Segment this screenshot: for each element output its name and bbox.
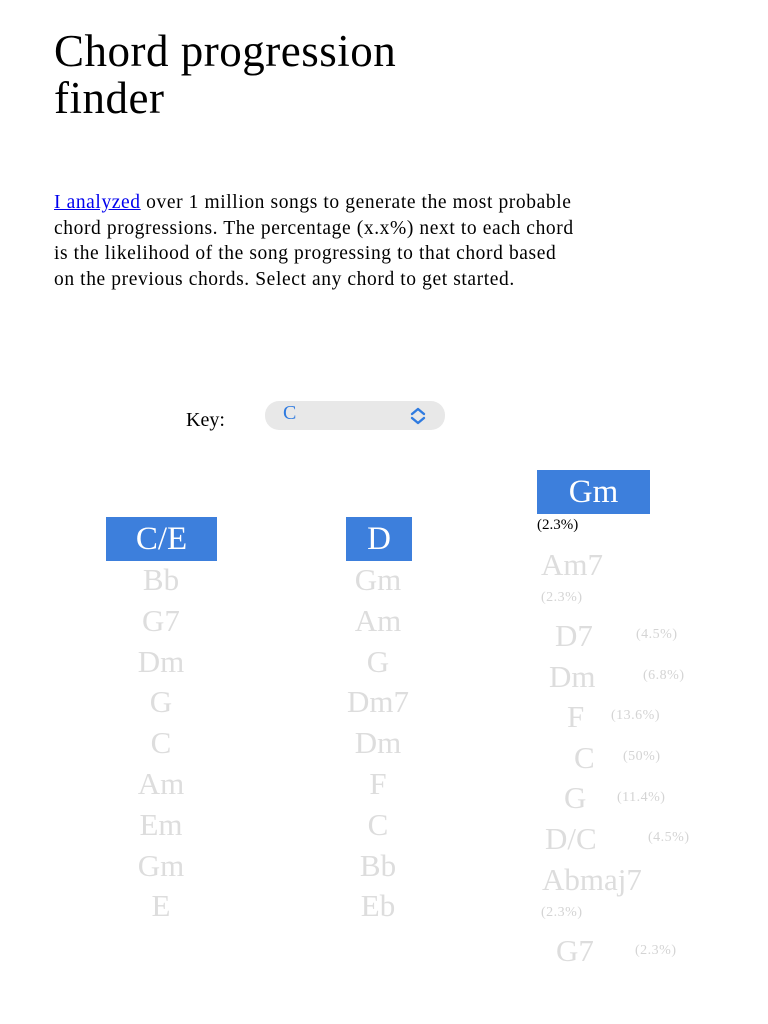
chord-option[interactable]: Eb: [360, 888, 396, 924]
key-label: Key:: [186, 409, 225, 431]
chord-option[interactable]: Am7: [541, 547, 603, 582]
chord-option[interactable]: Em: [139, 806, 183, 842]
chord-option[interactable]: Bb: [142, 562, 180, 597]
chord-option[interactable]: Dm: [137, 643, 185, 679]
chord-option[interactable]: E: [151, 888, 171, 924]
page-title: Chord progression finder: [54, 26, 397, 123]
key-value: C: [283, 402, 297, 424]
chord-probability: (4.5%): [648, 830, 690, 845]
chord-option[interactable]: Am: [137, 766, 185, 801]
selected-chord-col2[interactable]: D: [346, 517, 412, 561]
chord-probability: (2.3%): [541, 905, 583, 920]
chord-option[interactable]: D7: [555, 618, 593, 653]
chord-option[interactable]: Am: [354, 602, 402, 638]
chord-option[interactable]: Dm: [549, 659, 596, 694]
selected-chord-col3[interactable]: Gm: [537, 470, 650, 514]
chord-option[interactable]: Dm: [354, 725, 402, 761]
chord-option[interactable]: G7: [142, 602, 180, 638]
select-arrows-icon: [408, 406, 428, 426]
chord-probability: (11.4%): [617, 790, 666, 805]
chord-option[interactable]: Dm7: [347, 684, 409, 720]
chord-option[interactable]: Gm: [354, 562, 402, 597]
analysis-link[interactable]: I analyzed: [54, 192, 141, 213]
chord-option[interactable]: Gm: [137, 847, 185, 883]
chord-option[interactable]: G: [564, 780, 587, 815]
chord-probability: (2.3%): [541, 590, 583, 605]
chord-option[interactable]: C: [367, 806, 389, 842]
chord-probability: (6.8%): [643, 668, 685, 683]
chord-probability: (50%): [623, 749, 661, 764]
chord-option[interactable]: G: [149, 684, 173, 720]
chord-probability: (2.3%): [635, 943, 677, 958]
chord-option[interactable]: C: [574, 740, 595, 775]
selected-chord-col3-pct: (2.3%): [537, 517, 579, 533]
chord-option[interactable]: Bb: [359, 847, 397, 883]
selected-chord-col1[interactable]: C/E: [106, 517, 217, 561]
intro-paragraph: [54, 190, 574, 292]
chord-option[interactable]: F: [369, 766, 387, 801]
chord-probability: (13.6%): [611, 708, 660, 723]
chord-option[interactable]: G: [366, 643, 390, 679]
chord-option[interactable]: Abmaj7: [542, 862, 642, 897]
key-select[interactable]: [265, 401, 445, 430]
chord-option[interactable]: D/C: [545, 821, 597, 856]
chord-option[interactable]: F: [567, 699, 585, 734]
chord-option[interactable]: G7: [556, 933, 594, 968]
intro-text: over 1 million songs to generate the most probable chord progressions. The percentage (x.x%) next to each chord is the likelihood of the song progressing to that chord based on the previous chords. Select any chord to get started.: [54, 192, 574, 290]
chord-option[interactable]: C: [150, 725, 172, 761]
chord-probability: (4.5%): [636, 627, 678, 642]
